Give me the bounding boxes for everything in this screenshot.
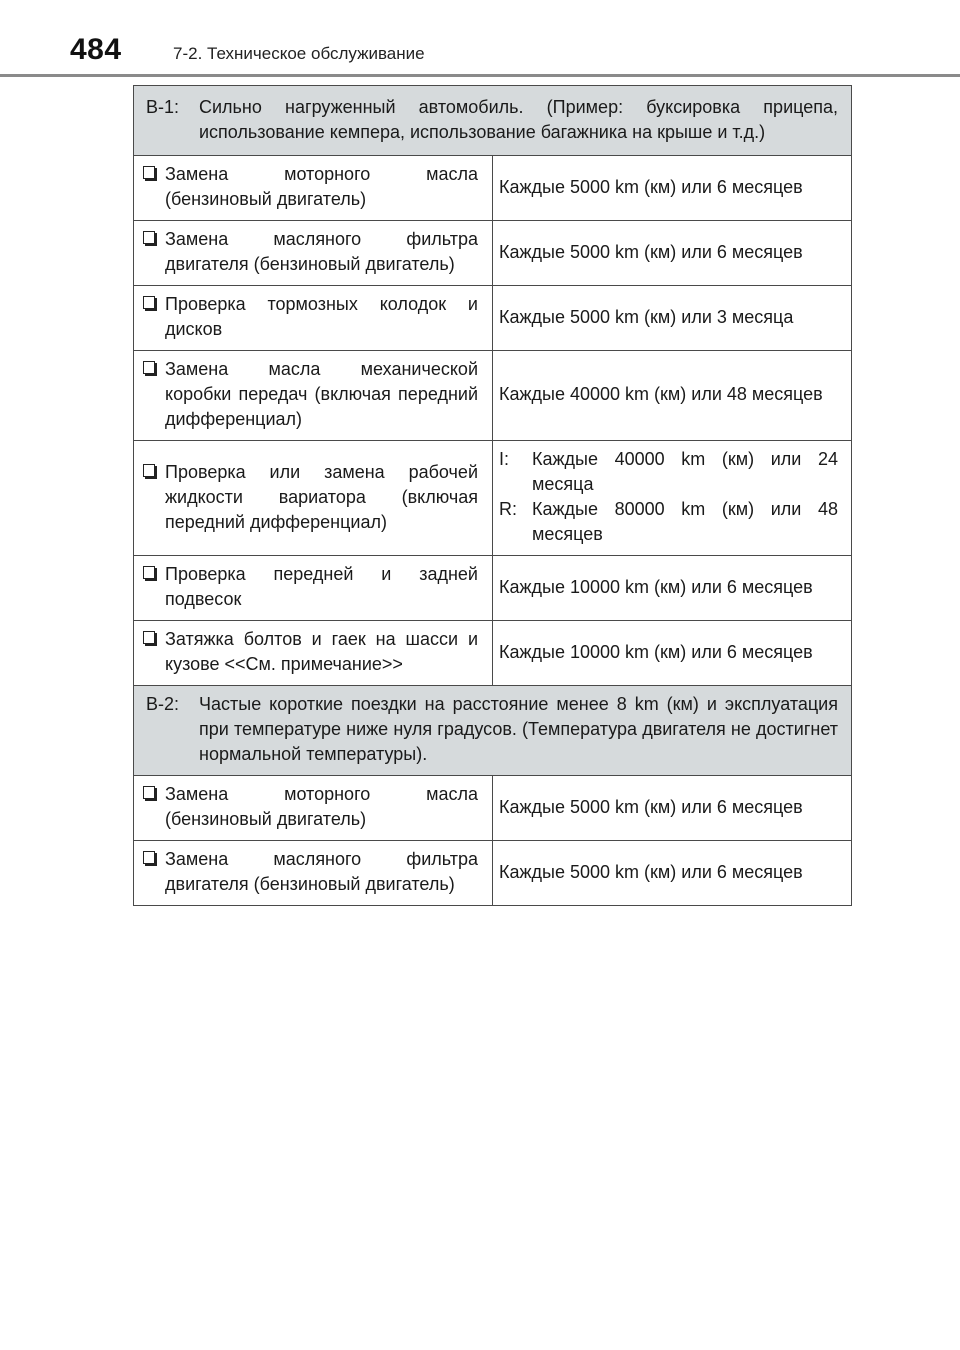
interval-cell: Каждые 40000 km (км) или 48 месяцев — [493, 351, 852, 441]
item-cell — [134, 286, 493, 351]
table-row — [134, 776, 852, 841]
checkbox-icon — [143, 292, 165, 342]
item-cell — [134, 621, 493, 686]
condition-row — [134, 86, 852, 156]
interval-cell: Каждые 5000 km (км) или 6 месяцев — [493, 156, 852, 221]
table-row — [134, 351, 852, 441]
interval-cell: Каждые 10000 km (км) или 6 месяцев — [493, 621, 852, 686]
interval-replace — [499, 497, 838, 547]
checkbox-icon — [143, 847, 165, 897]
checkbox-icon — [143, 227, 165, 277]
table-row — [134, 286, 852, 351]
item-text: Замена масляного фильтра двигателя (бензиновый двигатель) — [165, 229, 478, 274]
checkbox-icon — [143, 627, 165, 677]
item-text: Замена масла механической коробки передач (включая передний дифференциал) — [165, 359, 478, 429]
item-text: Замена масляного фильтра двигателя (бензиновый двигатель) — [165, 849, 478, 894]
checkbox-icon — [143, 562, 165, 612]
checkbox-icon — [143, 357, 165, 432]
checkbox-icon — [143, 460, 165, 535]
interval-cell — [493, 441, 852, 556]
item-text: Замена моторного масла (бензиновый двигатель) — [165, 784, 478, 829]
item-text: Затяжка болтов и гаек на шасси и кузове <<См. примечание>> — [165, 629, 478, 674]
table-row — [134, 156, 852, 221]
interval-code: I: — [499, 449, 510, 469]
item-cell — [134, 776, 493, 841]
table-row — [134, 621, 852, 686]
page-header — [0, 0, 960, 80]
condition-text: Частые короткие поездки на расстояние менее 8 km (км) и эксплуатация при температуре ниже нуля градусов. (Температура двигателя не достигнет нормальной температуры). — [199, 694, 838, 764]
interval-cell: Каждые 5000 km (км) или 6 месяцев — [493, 221, 852, 286]
condition-cell — [134, 686, 852, 776]
interval-code: R: — [499, 499, 517, 519]
item-cell — [134, 221, 493, 286]
header-divider — [0, 74, 960, 77]
checkbox-icon — [143, 782, 165, 832]
checkbox-icon — [143, 162, 165, 212]
condition-code: B-2: — [146, 694, 180, 714]
condition-text: Сильно нагруженный автомобиль. (Пример: буксировка прицепа, использование кемпера, использование багажника на крыше и т.д.) — [199, 96, 838, 142]
interval-cell: Каждые 10000 km (км) или 6 месяцев — [493, 556, 852, 621]
item-cell — [134, 441, 493, 556]
table-row — [134, 841, 852, 906]
table-row — [134, 441, 852, 556]
page-number: 484 — [70, 33, 122, 66]
item-text: Проверка передней и задней подвесок — [165, 564, 478, 609]
table-row — [134, 556, 852, 621]
condition-row — [134, 686, 852, 776]
section-title: 7-2. Техническое обслуживание — [173, 44, 425, 63]
table-row — [134, 221, 852, 286]
item-cell — [134, 841, 493, 906]
item-cell — [134, 156, 493, 221]
item-cell — [134, 351, 493, 441]
item-text: Проверка тормозных колодок и дисков — [165, 294, 478, 339]
condition-cell — [134, 86, 852, 156]
interval-cell: Каждые 5000 km (км) или 6 месяцев — [493, 841, 852, 906]
interval-cell: Каждые 5000 km (км) или 3 месяца — [493, 286, 852, 351]
item-text: Проверка или замена рабочей жидкости вариатора (включая передний дифференциал) — [165, 461, 478, 532]
interval-cell: Каждые 5000 km (км) или 6 месяцев — [493, 776, 852, 841]
maintenance-table — [133, 85, 852, 906]
item-text: Замена моторного масла (бензиновый двигатель) — [165, 164, 478, 209]
item-cell — [134, 556, 493, 621]
condition-code: B-1: — [146, 96, 180, 117]
interval-text: Каждые 40000 km (км) или 24 месяца — [532, 449, 838, 494]
interval-inspect — [499, 447, 838, 497]
interval-text: Каждые 80000 km (км) или 48 месяцев — [532, 499, 838, 544]
